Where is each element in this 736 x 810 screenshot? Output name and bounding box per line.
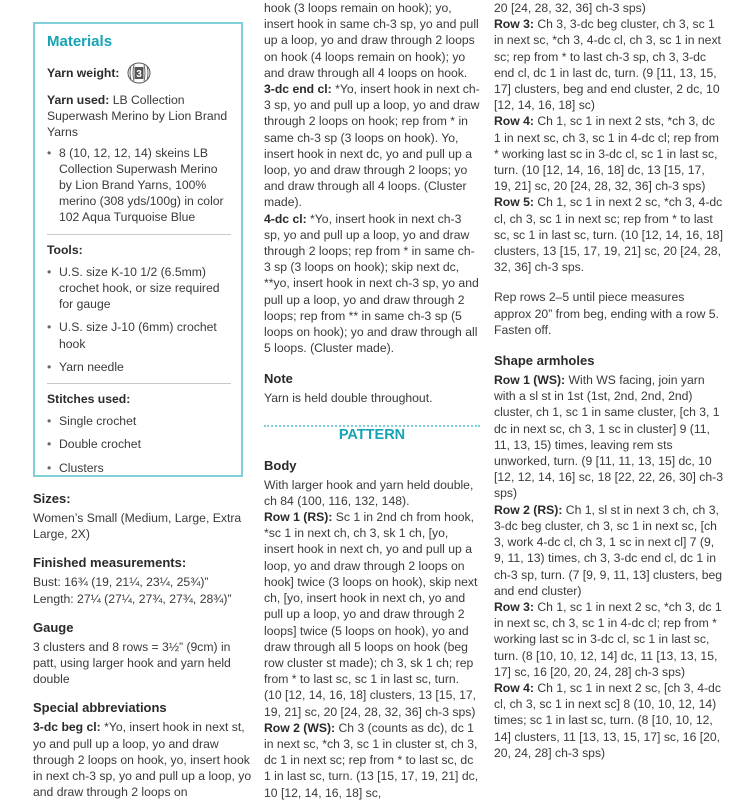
yarn-weight-number: 3	[136, 69, 143, 80]
list-item: • Double crochet	[47, 436, 231, 452]
four-cl-text	[264, 211, 480, 357]
row3-body: Ch 3, 3-dc beg cluster, ch 3, sc 1 in next sc, *ch 3, 4-dc cl, ch 3, sc 1 in next sc; rep from * to last ch-3 sp, ch 3, 3-dc end cl, dc 1 in last dc, turn. (9 [11, 13, 15, 17] clusters, beg and end cluster, 2 dc, 10 [12, 14, 16, 18] sc)	[494, 17, 721, 113]
left-lower-text	[33, 490, 255, 800]
gauge-text: 3 clusters and 8 rows = 3½” (9cm) in patt, using larger hook and yarn held double	[33, 639, 231, 687]
arm-r1-text	[494, 372, 724, 502]
pattern-title: PATTERN	[338, 426, 406, 443]
end-cl-body: *Yo, insert hook in next ch-3 sp, yo and pull up a loop, yo and draw through 2 loops on hook; rep from * in same ch-3 sp (3 loops on hook). Yo, insert hook in next dc, yo and pull up a loop, yo and draw through 2 loops; yo and draw through all 4 loops. (Cluster made).	[264, 82, 480, 210]
yarn-used-text: LB Collection Superwash Merino by Lion Brand Yarns	[47, 93, 228, 140]
beg-cl-key: 3-dc beg cl:	[33, 720, 101, 735]
row5-text	[494, 194, 724, 275]
length-text: Length: 27¼ (27¼, 27¾, 27¾, 28¾)”	[33, 591, 232, 606]
arm-r1-key: Row 1 (WS):	[494, 373, 566, 388]
yarn-list	[47, 145, 231, 226]
row1-body: Sc 1 in 2nd ch from hook, *sc 1 in next ch, ch 3, sk 1 ch, [yo, insert hook in next ch, yo and pull up a loop, yo and draw through 2 loops on hook] twice (3 loops on hook), skip next ch, [yo, insert hook in next ch, yo and pull up a loop, yo and draw through 2 loops] twice (5 loops on hook), yo and draw through all 5 loops on hook (beg row cluster st made); ch 3, sk 1 ch; rep from * to last sc, sc 1 in last sc, turn. (10 [12, 14, 16, 18] clusters, 13 [15, 17, 19, 21] sc, 20 [24, 28, 32, 36] ch-3 sps)	[264, 510, 478, 719]
list-item: • U.S. size J-10 (6mm) crochet hook	[47, 319, 231, 351]
sizes-heading: Sizes:	[33, 491, 71, 506]
yarn-weight-label: Yarn weight:	[47, 65, 120, 80]
row3-key: Row 3:	[494, 17, 534, 32]
arm-r4-text	[494, 680, 724, 761]
sizes-text: Women’s Small (Medium, Large, Extra Large, 2X)	[33, 511, 242, 542]
arm-r3-text	[494, 599, 724, 680]
arm-r4-body: Ch 1, sc 1 in next 2 sc, [ch 3, 4-dc cl, ch 3, sc 1 in next sc] 8 (10, 10, 12, 14) times; sc 1 in last sc, turn. (8 [10, 10, 12, 14] clusters, 11 [13, 13, 15, 17] sc, 16 [20, 20, 24, 28] ch-3 sps)	[494, 680, 721, 760]
beg-cl-text	[33, 719, 255, 800]
arm-r2-text	[494, 502, 724, 599]
row1-text	[264, 509, 480, 720]
four-cl-body: *Yo, insert hook in next ch-3 sp, yo and pull up a loop, yo and draw through 2 loops; rep from * in same ch-3 sp (3 loops on hook); skip next dc, **yo, insert hook in next ch-3 sp, yo and pull up a loop, yo and draw through 2 loops; rep from ** in same ch-3 sp (5 loops on hook); yo and draw through all 5 loops. (Cluster made).	[264, 211, 479, 356]
stitches-list	[47, 413, 231, 476]
list-item: • Single crochet	[47, 413, 231, 429]
arm-r3-body: Ch 1, sc 1 in next 2 sc, *ch 3, dc 1 in next sc, ch 3, sc 1 in 4-dc cl; rep from * working last sc in 3-dc cl, sc 1 in last sc, turn. (8 [10, 10, 12, 14] dc, 11 [13, 13, 15, 17] sc, 16 [20, 20, 24, 28] ch-3 sps)	[494, 599, 722, 679]
arm-r1-body: With WS facing, join yarn with a sl st in 1st (1st, 2nd, 2nd, 2nd) cluster, ch 1, sc 1 in same cluster, [ch 3, 1 dc in next sc, ch 3, 1 sc in cluster] 9 (11, 11, 13, 15) times, leaving rem sts unworked, turn. (9 [11, 11, 13, 15] dc, 10 [12, 12, 14, 16] sc, 18 [22, 22, 26, 30] ch-3 sps)	[494, 373, 724, 501]
tools-label: Tools:	[47, 242, 83, 257]
divider	[47, 234, 231, 235]
beg-cl-body: *Yo, insert hook in next st, yo and pull up a loop, yo and draw through 2 loops on hook, yo, insert hook in next ch-3 sp, yo and pull up a loop, yo and draw through 2 loops on	[33, 720, 252, 800]
row1-key: Row 1 (RS):	[264, 510, 333, 525]
stitches-label: Stitches used:	[47, 392, 131, 407]
row4-text	[494, 113, 724, 194]
column-middle	[264, 0, 480, 801]
four-cl-key: 4-dc cl:	[264, 211, 307, 226]
column-right	[494, 0, 724, 761]
yarn-skein-icon	[127, 62, 151, 84]
note-heading: Note	[264, 371, 293, 387]
end-cl-key: 3-dc end cl:	[264, 82, 332, 97]
arm-r2-key: Row 2 (RS):	[494, 502, 563, 517]
gauge-heading: Gauge	[33, 619, 74, 635]
materials-title: Materials	[47, 33, 113, 50]
materials-box	[33, 22, 243, 477]
end-cl-text	[264, 81, 480, 211]
row4-body: Ch 1, sc 1 in next 2 sts, *ch 3, dc 1 in next sc, ch 3, sc 1 in 4-dc cl; rep from * working last sc in 3-dc cl, sc 1 in last sc, turn. (10 [12, 14, 16, 18] dc, 13 [15, 17, 19, 21] sc, 20 [24, 28, 32, 36] ch-3 sps)	[494, 114, 719, 194]
note-text: Yarn is held double throughout.	[264, 391, 433, 406]
pattern-header	[264, 423, 480, 445]
tools-list	[47, 264, 231, 375]
armholes-heading: Shape armholes	[494, 353, 595, 369]
row2-key: Row 2 (WS):	[264, 720, 336, 735]
list-item: • U.S. size K-10 1/2 (6.5mm) crochet hook, or size required for gauge	[47, 264, 231, 313]
row2-text	[264, 720, 480, 801]
body-intro: With larger hook and yarn held double, ch 84 (100, 116, 132, 148).	[264, 477, 474, 508]
arm-r4-key: Row 4:	[494, 680, 534, 695]
repeat-text: Rep rows 2–5 until piece measures approx 20” from beg, ending with a row 5. Fasten off.	[494, 290, 719, 337]
yarn-weight-row	[47, 62, 231, 84]
finished-heading: Finished measurements:	[33, 555, 187, 571]
bust-text: Bust: 16¾ (19, 21¼, 23¼, 25¾)”	[33, 575, 209, 590]
row2-body: Ch 3 (counts as dc), dc 1 in next sc, *ch 3, sc 1 in cluster st, ch 3, dc 1 in next sc; rep from * to last sc, dc 1 in last sc, turn. (13 [15, 17, 19, 21] dc, 10 [12, 14, 16, 18] sc,	[264, 720, 479, 800]
divider	[47, 383, 231, 384]
abbrev-heading: Special abbreviations	[33, 700, 167, 716]
list-item: • Yarn needle	[47, 359, 231, 375]
row3-text	[494, 16, 724, 113]
beg-cl-continued: hook (3 loops remain on hook); yo, insert hook in same ch-3 sp, yo and pull up a loop, yo and draw through 2 loops on hook (4 loops remain on hook); yo and draw through all 4 loops on hook.	[264, 1, 479, 80]
yarn-used	[47, 92, 231, 141]
yarn-used-label: Yarn used:	[47, 93, 110, 107]
row4-key: Row 4:	[494, 114, 534, 129]
arm-r3-key: Row 3:	[494, 599, 534, 614]
row5-body: Ch 1, sc 1 in next 2 sc, *ch 3, 4-dc cl, ch 3, sc 1 in next sc; rep from * to last sc, sc 1 in last sc, turn. (10 [12, 14, 16, 18] clusters, 13 [15, 17, 19, 21] sc, 20 [24, 28, 32, 36] ch-3 sps.	[494, 195, 723, 275]
body-heading: Body	[264, 457, 297, 473]
row5-key: Row 5:	[494, 195, 534, 210]
list-item: • Clusters	[47, 460, 231, 476]
row2-continued: 20 [24, 28, 32, 36] ch-3 sps)	[494, 1, 646, 15]
arm-r2-body: Ch 1, sl st in next 3 ch, ch 3, 3-dc beg cluster, ch 3, sc 1 in next sc, [ch 3, work 4-dc cl, ch 3, 1 sc in next cl] 7 (9, 9, 11, 13) times, ch 3, 3-dc end cl, dc 1 in ch-3 sp, turn. (7 [9, 9, 11, 13] clusters, beg and end cluster)	[494, 502, 723, 598]
list-item: • 8 (10, 12, 12, 14) skeins LB Collection Superwash Merino by Lion Brand Yarns, 100% merino (308 yds/100g) in color 102 Aqua Turquoise Blue	[47, 145, 231, 226]
